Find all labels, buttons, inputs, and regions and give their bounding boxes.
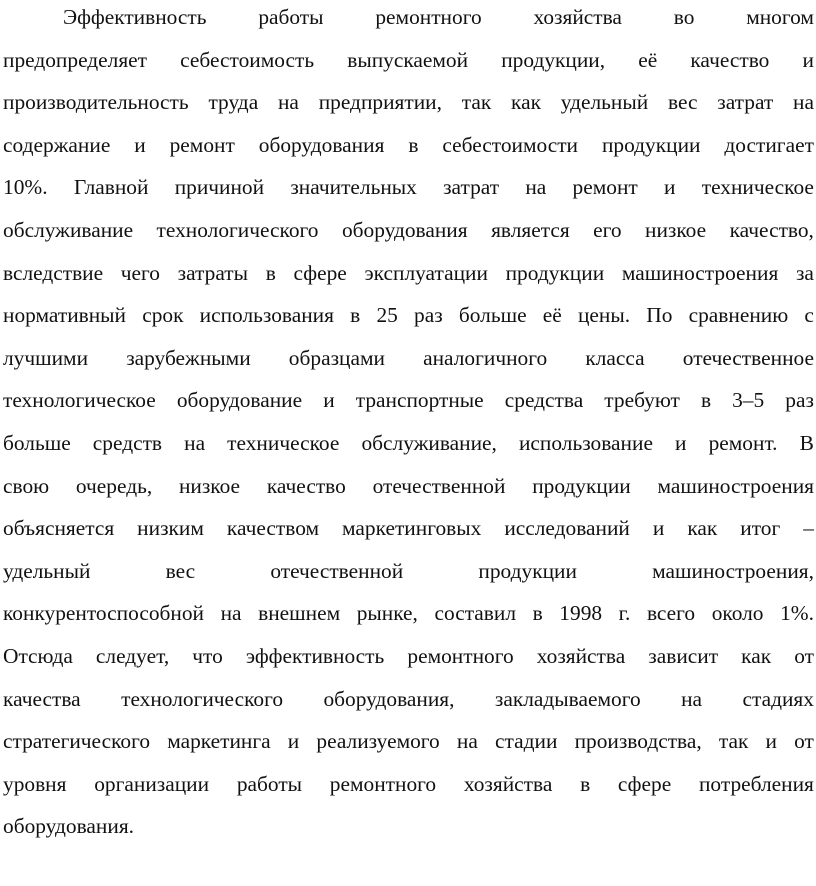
word: затрат [443, 175, 500, 200]
word: значительных [290, 175, 417, 200]
word: использование [518, 430, 653, 455]
word: что [192, 643, 223, 668]
word: ремонт. [708, 430, 778, 455]
word: удельный [3, 558, 91, 583]
word: средств [92, 430, 163, 455]
word: исследований [504, 516, 630, 541]
word: является [491, 217, 570, 242]
word: больше [458, 303, 527, 328]
word: ремонт [572, 175, 638, 200]
paragraph-line [3, 678, 814, 721]
word: техническое [227, 430, 340, 455]
word: многом [746, 5, 814, 29]
word: низкое [645, 217, 707, 242]
word: продукции [505, 260, 605, 285]
word: на [184, 430, 206, 455]
word: себестоимость [180, 47, 315, 72]
word: составил [434, 601, 517, 626]
paragraph-line [3, 166, 814, 209]
word: стратегического [3, 729, 151, 754]
word: оборудование [176, 388, 303, 413]
word: производительность [3, 90, 189, 115]
word: в [350, 303, 361, 328]
word: работы [258, 5, 324, 29]
word: рынке, [356, 601, 418, 626]
word: раз [785, 388, 814, 413]
word: эффективность [245, 643, 385, 668]
word: её [542, 303, 562, 328]
word: оборудования [258, 132, 385, 157]
word: Эффективность [63, 5, 207, 29]
word: качество [266, 473, 346, 498]
word: труда [208, 90, 259, 115]
word: в [580, 771, 591, 796]
word: на [793, 90, 814, 115]
word: удельный [560, 90, 649, 115]
word: её [638, 47, 658, 72]
word: закладываемого [494, 686, 641, 711]
word: и [802, 47, 814, 72]
word: продукции [601, 132, 701, 157]
word: и [323, 388, 335, 413]
word: образцами [288, 345, 385, 370]
word: оборудования. [3, 814, 135, 839]
word: на [220, 601, 242, 626]
word: на [525, 175, 547, 200]
word: хозяйства [536, 643, 626, 668]
paragraph-line [3, 0, 814, 39]
word: сравнению [688, 303, 789, 328]
word: от [794, 729, 814, 754]
paragraph-line [3, 805, 814, 848]
word: реализуемого [316, 729, 440, 754]
word: маркетинга [167, 729, 271, 754]
word: достигает [724, 132, 814, 157]
word: как [741, 643, 772, 668]
word: вес [667, 90, 698, 115]
paragraph-line [3, 465, 814, 508]
word: низким [137, 516, 204, 541]
word: обслуживание [3, 217, 134, 242]
paragraph-line [3, 81, 814, 124]
word: качества [3, 686, 81, 711]
word: отечественной [372, 473, 506, 498]
word: отечественной [270, 558, 404, 583]
word: ремонтного [375, 5, 482, 29]
word: использования [199, 303, 334, 328]
word: с [804, 303, 814, 328]
word: на [681, 686, 703, 711]
word: причиной [174, 175, 265, 200]
paragraph-line [3, 337, 814, 380]
word: машиностроения, [652, 558, 814, 583]
word: лучшими [3, 345, 89, 370]
word: класса [585, 345, 645, 370]
word: качество [690, 47, 770, 72]
word: цены. [577, 303, 631, 328]
word: в [408, 132, 419, 157]
paragraph-line [3, 720, 814, 763]
word: хозяйства [463, 771, 553, 796]
word: чего [120, 260, 160, 285]
word: машиностроения [657, 473, 814, 498]
word: продукции, [501, 47, 606, 72]
paragraph-line [3, 294, 814, 337]
word: в [700, 388, 712, 413]
word: продукции [478, 558, 577, 583]
word: раз [414, 303, 443, 328]
word: отечественное [682, 345, 814, 370]
word: нормативный [3, 303, 127, 328]
word: и [134, 132, 146, 157]
paragraph-line [3, 507, 814, 550]
word: себестоимости [442, 132, 579, 157]
word: потребления [698, 771, 814, 796]
word: в [265, 260, 276, 285]
paragraph-line [3, 592, 814, 635]
word: как [687, 516, 718, 541]
word: предопределяет [3, 47, 148, 72]
paragraph-line [3, 124, 814, 167]
word: производства, [574, 729, 702, 754]
word: качество, [729, 217, 814, 242]
word: машиностроения [621, 260, 779, 285]
word: Отсюда [3, 643, 73, 668]
word: хозяйства [533, 5, 622, 29]
word: в [532, 601, 543, 626]
word: эксплуатации [364, 260, 488, 285]
word: продукции [532, 473, 631, 498]
paragraph-line [3, 39, 814, 82]
document-page [3, 0, 814, 848]
word: затрат [717, 90, 774, 115]
word: аналогичного [423, 345, 548, 370]
paragraph-line [3, 635, 814, 678]
word: требуют [604, 388, 680, 413]
word: техническое [701, 175, 814, 200]
paragraph-line [3, 209, 814, 252]
word: – [803, 516, 814, 541]
word: 3–5 [732, 388, 765, 413]
word: внешнем [258, 601, 341, 626]
word: срок [142, 303, 184, 328]
word: как [511, 90, 541, 115]
paragraph-line [3, 422, 814, 465]
word: содержание [3, 132, 111, 157]
word: около [711, 601, 764, 626]
word: конкурентоспособной [3, 601, 204, 626]
body-paragraph [3, 0, 814, 848]
word: и [652, 516, 665, 541]
word: технологического [121, 686, 284, 711]
word: низкое [178, 473, 241, 498]
word: так [718, 729, 749, 754]
word: технологическое [3, 388, 156, 413]
word: обслуживание, [361, 430, 497, 455]
word: выпускаемой [347, 47, 469, 72]
word: и [765, 729, 777, 754]
word: вследствие [3, 260, 104, 285]
word: В [799, 430, 814, 455]
word: ремонтного [329, 771, 437, 796]
word: на [277, 90, 299, 115]
word: технологического [156, 217, 319, 242]
word: зарубежными [126, 345, 251, 370]
paragraph-line [3, 252, 814, 295]
word: работы [236, 771, 303, 796]
word: объясняется [3, 516, 115, 541]
word: маркетинговых [342, 516, 482, 541]
paragraph-line [3, 379, 814, 422]
word: итог [740, 516, 781, 541]
word: качеством [226, 516, 320, 541]
word: так [461, 90, 492, 115]
word: Главной [73, 175, 149, 200]
word: По [646, 303, 673, 328]
paragraph-line [3, 550, 814, 593]
word: затраты [177, 260, 249, 285]
word: 1998 [559, 601, 603, 626]
word: от [794, 643, 814, 668]
word: оборудования, [323, 686, 455, 711]
word: сфере [293, 260, 347, 285]
word: стадиях [742, 686, 814, 711]
word: и [664, 175, 676, 200]
word: 10%. [3, 175, 48, 200]
word: и [287, 729, 300, 754]
word: и [675, 430, 687, 455]
word: 25 [376, 303, 398, 328]
word: оборудования [341, 217, 468, 242]
word: уровня [3, 771, 67, 796]
word: его [593, 217, 622, 242]
word: стадии [495, 729, 558, 754]
word: организации [94, 771, 210, 796]
word: вес [165, 558, 196, 583]
word: зависит [648, 643, 719, 668]
word: следует, [95, 643, 170, 668]
word: ремонт [169, 132, 235, 157]
word: средства [504, 388, 584, 413]
word: всего [646, 601, 696, 626]
word: очередь, [75, 473, 153, 498]
word: г. [618, 601, 631, 626]
word: за [795, 260, 814, 285]
word: на [456, 729, 478, 754]
word: ремонтного [407, 643, 514, 668]
word: транспортные [355, 388, 484, 413]
word: 1%. [780, 601, 814, 626]
word: предприятии, [318, 90, 442, 115]
word: во [673, 5, 695, 29]
word: больше [3, 430, 71, 455]
paragraph-line [3, 763, 814, 806]
word: сфере [617, 771, 672, 796]
word: свою [3, 473, 50, 498]
